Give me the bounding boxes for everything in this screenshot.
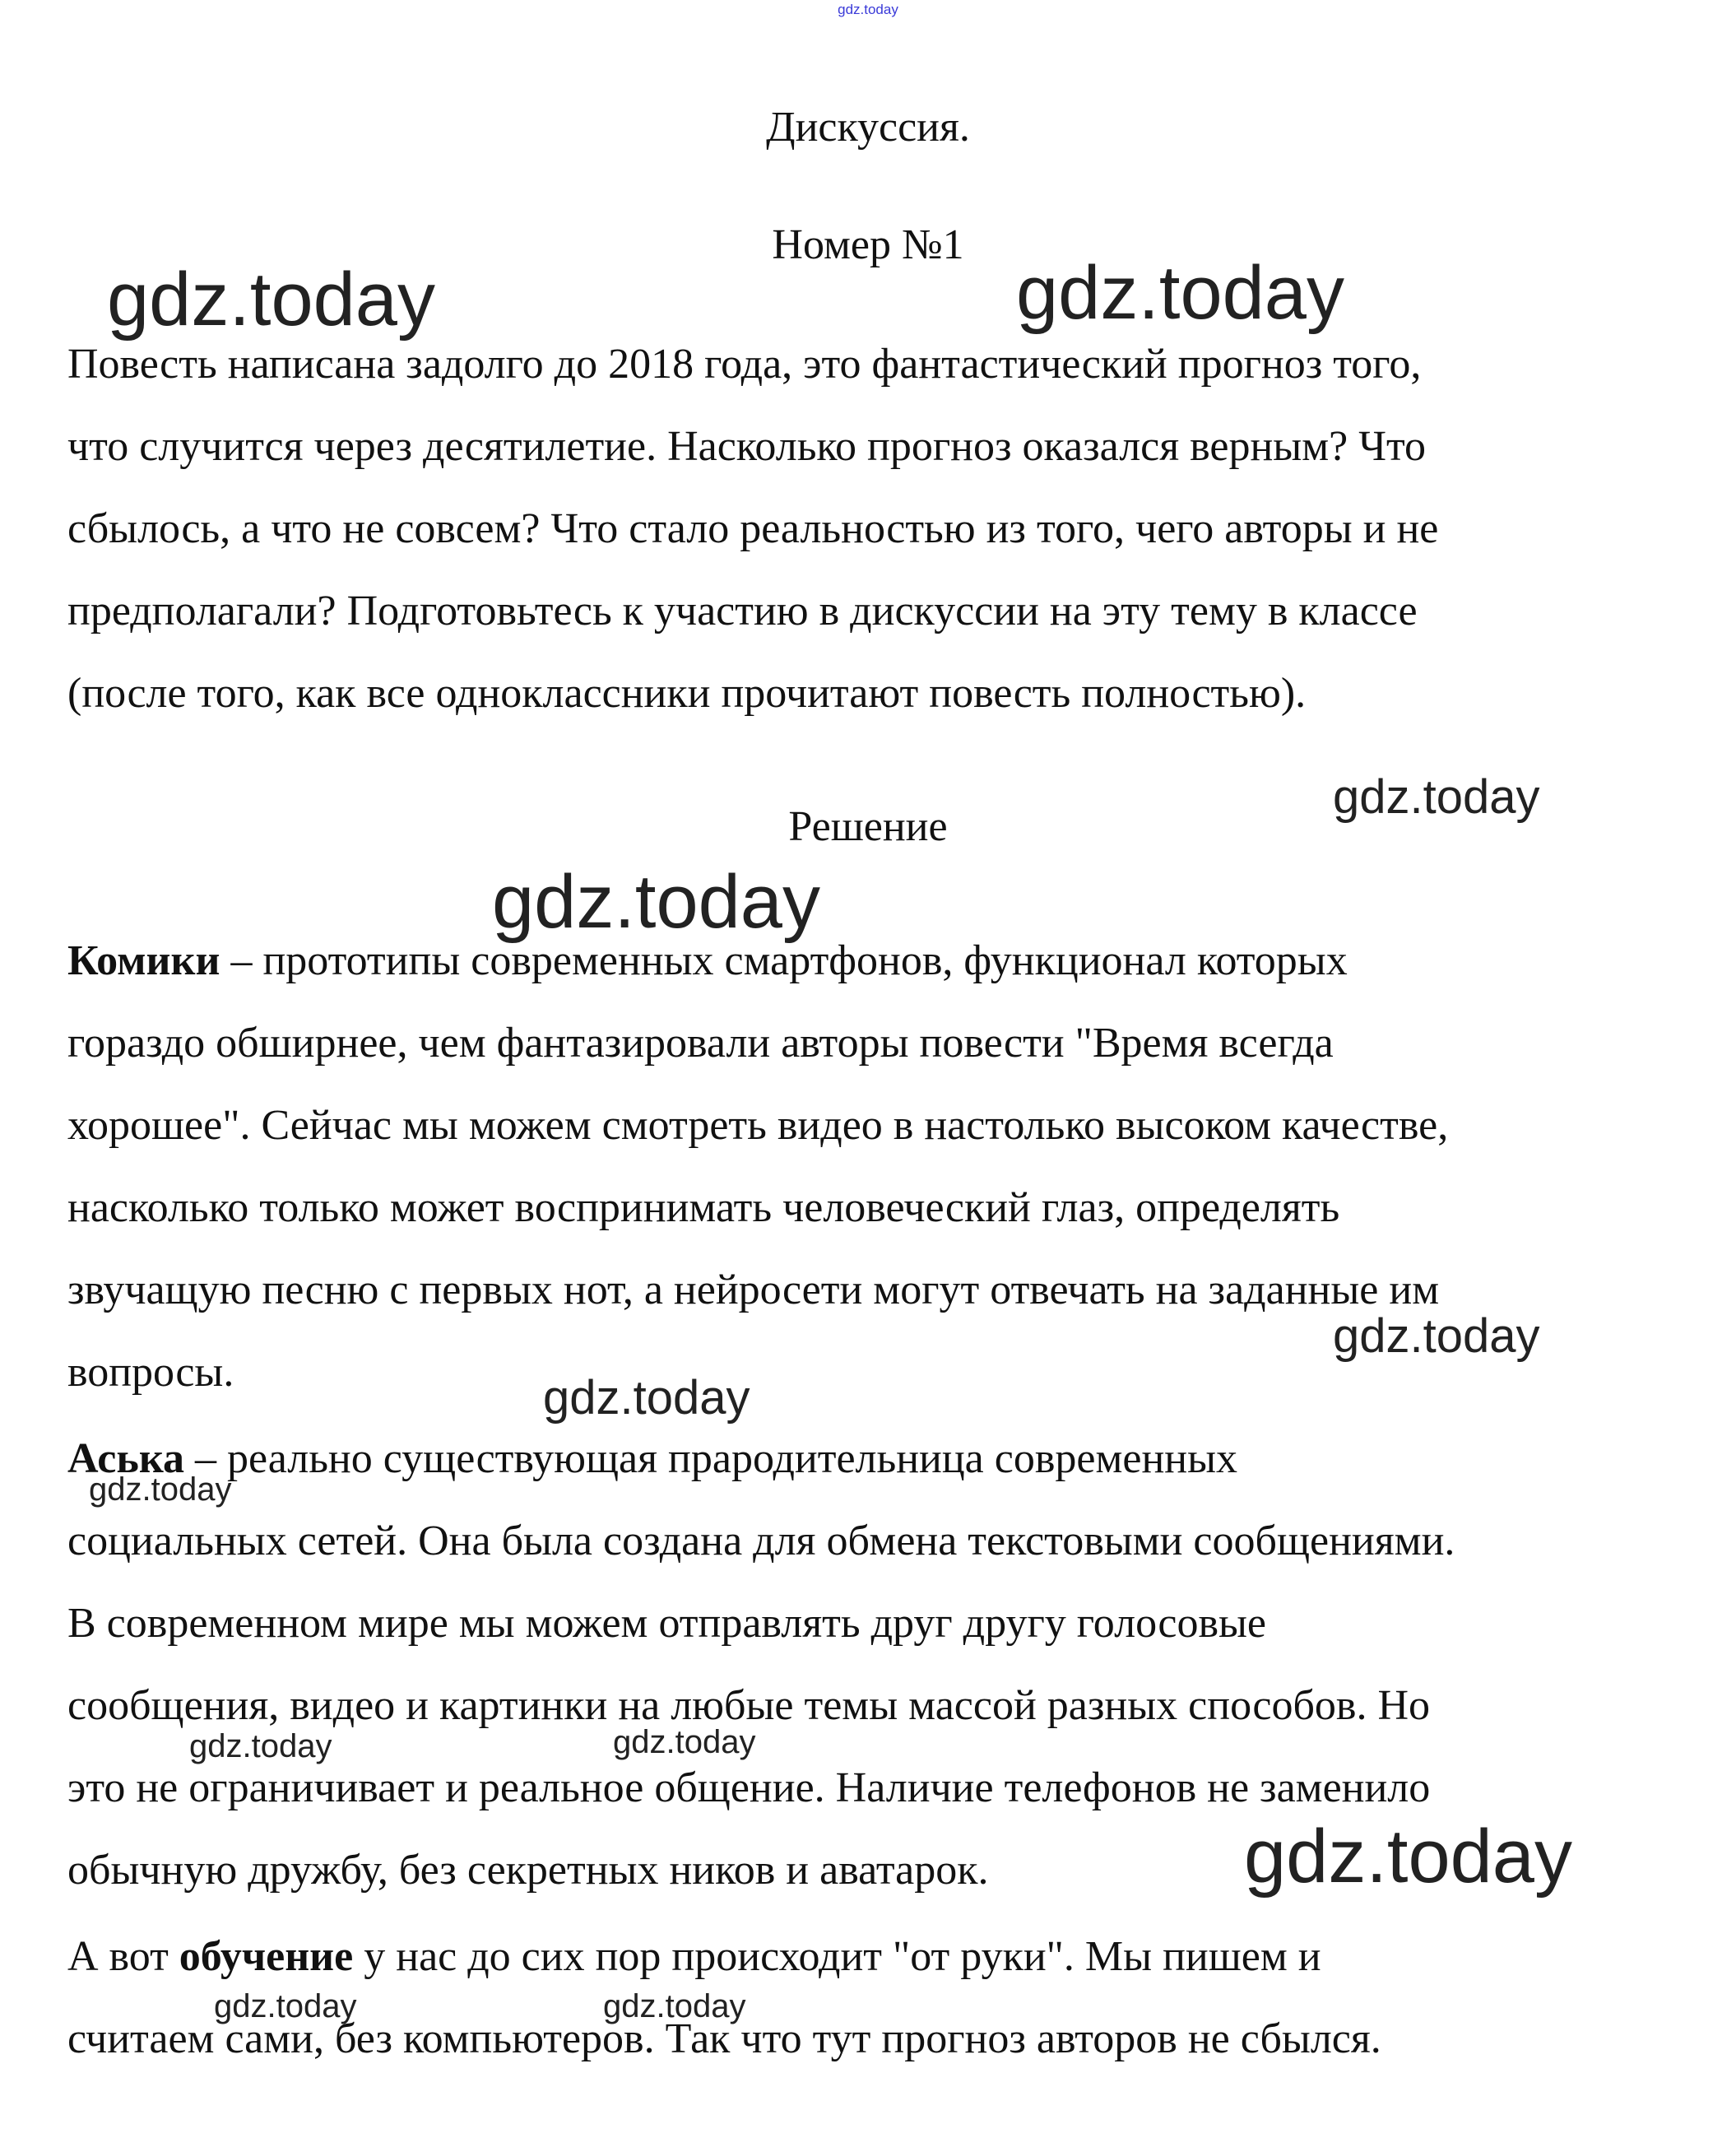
task-line: что случится через десятилетие. Насколько прогноз оказался верным? Что <box>67 423 1427 470</box>
task-line: сбылось, а что не совсем? Что стало реальностью из того, чего авторы и не <box>67 505 1439 552</box>
paragraph-line <box>67 920 1713 1002</box>
paragraph-line: обычную дружбу, без секретных ников и аватарок. <box>67 1847 989 1894</box>
paragraph-line: хорошее". Сейчас мы можем смотреть видео в настолько высоком качестве, <box>67 1102 1449 1149</box>
term-aska: Аська <box>67 1435 185 1482</box>
task-text <box>67 323 1713 735</box>
term-obuchenie: обучение <box>179 1933 354 1980</box>
top-watermark: gdz.today <box>838 2 898 17</box>
paragraph-text: – прототипы современных смартфонов, функционал которых <box>220 937 1348 984</box>
paragraph-line <box>67 1418 1713 1500</box>
task-line: Повесть написана задолго до 2018 года, это фантастический прогноз того, <box>67 341 1422 388</box>
watermark-text: gdz.today <box>492 860 820 944</box>
watermark-text: gdz.today <box>107 258 435 342</box>
task-line: предполагали? Подготовьтесь к участию в дискуссии на эту тему в классе <box>67 588 1418 634</box>
task-number: Номер №1 <box>772 221 964 268</box>
watermark-text: gdz.today <box>214 1988 357 2024</box>
paragraph-line: гораздо обширнее, чем фантазировали авторы повести "Время всегда <box>67 1020 1334 1067</box>
term-komiki: Комики <box>67 937 220 984</box>
paragraph-line: звучащую песню с первых нот, а нейросети могут отвечать на заданные им <box>67 1267 1440 1313</box>
paragraph-line: вопросы. <box>67 1349 234 1396</box>
solution-title: Решение <box>788 803 948 850</box>
page-title: Дискуссия. <box>766 104 970 151</box>
paragraph-line: социальных сетей. Она была создана для обмена текстовыми сообщениями. <box>67 1518 1455 1564</box>
watermark-text: gdz.today <box>603 1988 746 2024</box>
watermark-text: gdz.today <box>1333 770 1540 824</box>
paragraph-text: у нас до сих пор происходит "от руки". Мы пишем и <box>353 1933 1321 1980</box>
watermark-text: gdz.today <box>1244 1815 1572 1899</box>
paragraph-line <box>67 1916 1713 1998</box>
watermark-text: gdz.today <box>1333 1309 1540 1363</box>
task-line: (после того, как все одноклассники прочитают повесть полностью). <box>67 670 1307 717</box>
paragraph-line: считаем сами, без компьютеров. Так что тут прогноз авторов не сбылся. <box>67 2015 1381 2062</box>
paragraph-text: А вот <box>67 1933 179 1980</box>
paragraph-line: сообщения, видео и картинки на любые темы массой разных способов. Но <box>67 1682 1431 1729</box>
paragraph-line: это не ограничивает и реальное общение. Наличие телефонов не заменило <box>67 1764 1431 1811</box>
paragraph-line: В современном мире мы можем отправлять друг другу голосовые <box>67 1600 1267 1647</box>
watermark-text: gdz.today <box>543 1371 750 1425</box>
paragraph-line: насколько только может воспринимать человеческий глаз, определять <box>67 1184 1340 1231</box>
solution-paragraph-3 <box>67 1916 1713 2080</box>
watermark-text: gdz.today <box>1016 251 1344 335</box>
solution-paragraph-1 <box>67 920 1713 1414</box>
watermark-text: gdz.today <box>189 1728 332 1764</box>
paragraph-text: – реально существующая прародительница современных <box>184 1435 1238 1482</box>
watermark-text: gdz.today <box>613 1724 756 1760</box>
watermark-text: gdz.today <box>89 1471 232 1508</box>
solution-paragraph-2 <box>67 1418 1713 1912</box>
